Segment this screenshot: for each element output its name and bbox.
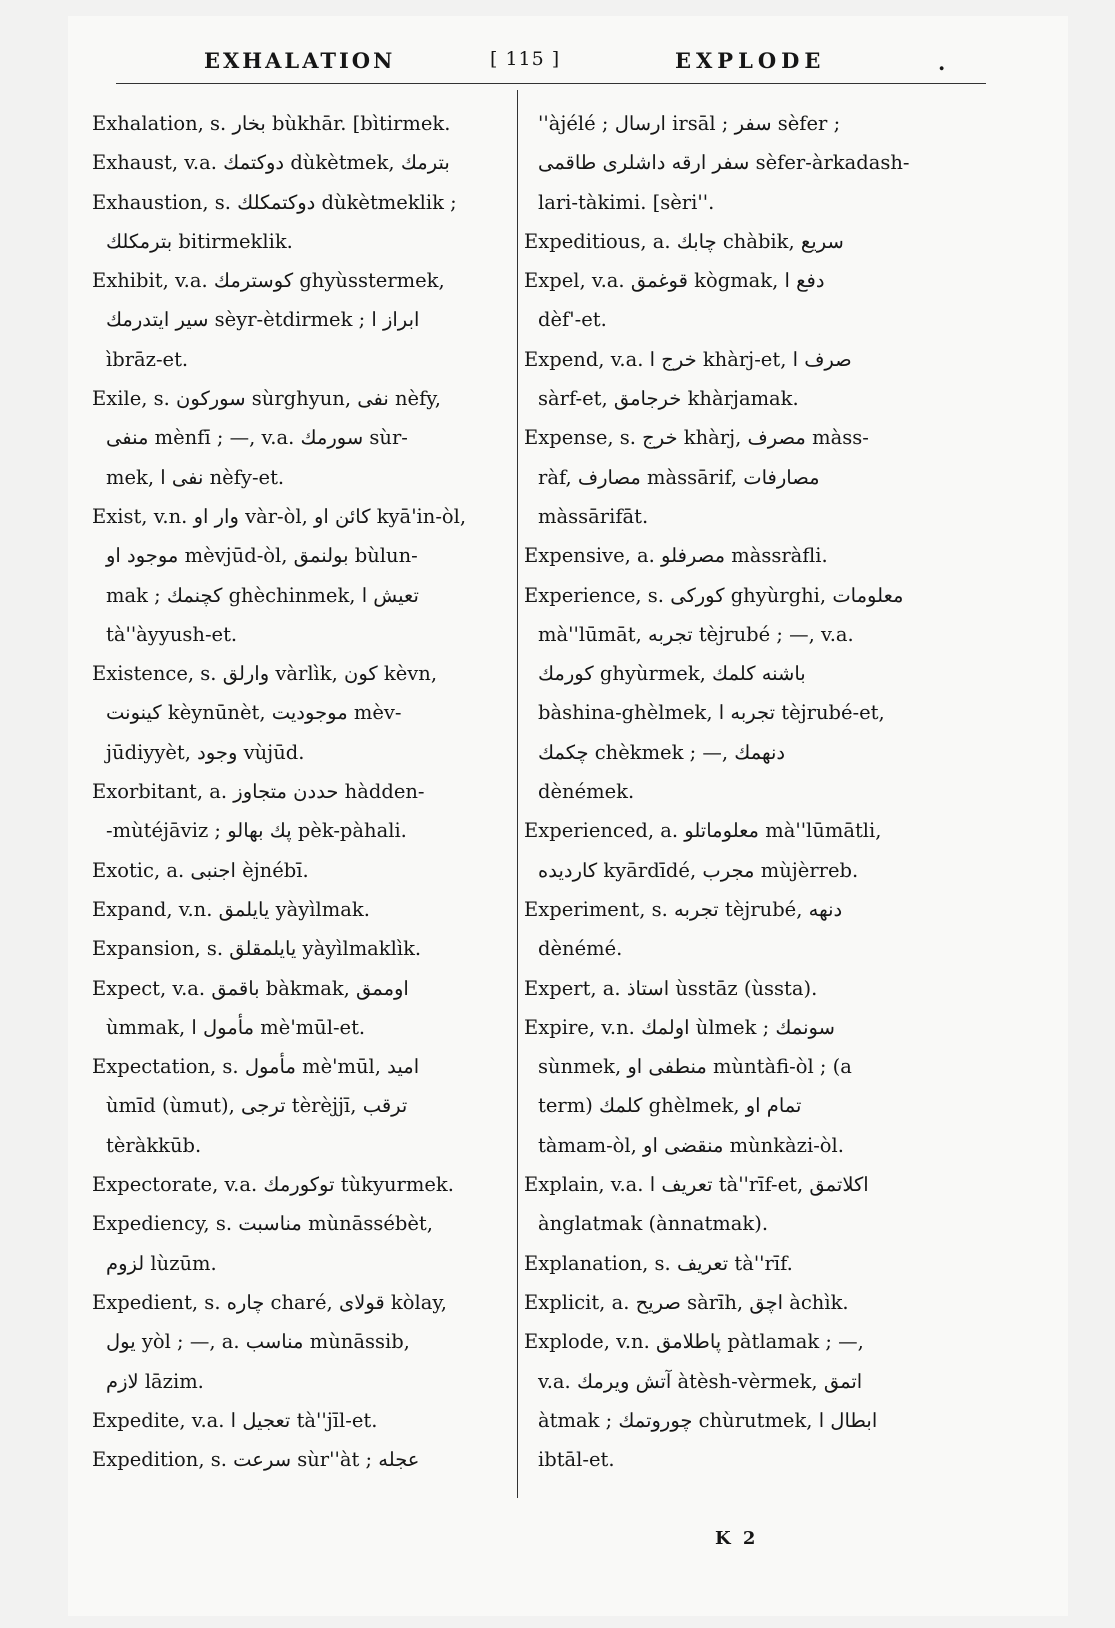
entry-line: Explain, v.a. تعريف ا tà''rīf-et, اكلاتمق	[524, 1173, 869, 1197]
entry-line: Expire, v.n. اولمك ùlmek ; سونمك	[524, 1015, 835, 1039]
entry-line: بترمكلك bitirmeklik.	[106, 229, 293, 253]
entry-line: Exile, s. سوركون sùrghyun, نفى nèfy,	[92, 387, 441, 411]
entry-line: Expel, v.a. قوغمق kògmak, دفع ا	[524, 269, 825, 293]
entry-line: كارديده kyārdīdé, مجرب mùjèrreb.	[538, 858, 859, 882]
entry-line: سفر ارقه داشلرى طاقمى sèfer-àrkadash-	[538, 151, 910, 175]
entry-line: منفى mènfī ; —, v.a. سورمك sùr-	[106, 426, 408, 450]
entry-line: لزوم lùzūm.	[106, 1251, 217, 1275]
entry-line: ùmīd (ùmut), ترجى tèrèjjī, ترقب	[106, 1094, 408, 1118]
entry-line: ràf, مصارف màssārif, مصارفات	[538, 465, 820, 489]
entry-line: Exhaust, v.a. دوكتمك dùkètmek, بترمك	[92, 151, 450, 175]
entry-line: Expectorate, v.a. توكورمك tùkyurmek.	[92, 1173, 454, 1197]
entry-line: چكمك chèkmek ; —, دنهمك	[538, 740, 786, 764]
entry-line: Expansion, s. يايلمقلق yàyìlmaklìk.	[92, 937, 422, 961]
entry-line: sàrf-et, خرجامق khàrjamak.	[538, 387, 799, 411]
entry-line: Existence, s. وارلق vàrlìk, كون kèvn,	[92, 662, 438, 686]
entry-line: ''àjélé ; ارسال irsāl ; سفر sèfer ;	[538, 112, 841, 135]
entry-line: Exhaustion, s. دوكتمكلك dùkètmeklik ;	[92, 190, 457, 214]
entry-line: tà''àyyush-et.	[106, 622, 238, 646]
entry-line: -mùtéjāviz ; پك بهالو pèk-pàhali.	[106, 819, 407, 843]
entry-line: Expectation, s. مأمول mè'mūl, اميد	[92, 1055, 420, 1079]
entry-line: màssārifāt.	[538, 504, 649, 528]
header-last-word: EXPLODE	[675, 48, 826, 73]
entry-line: tàmam-òl, منقضى او mùnkàzi-òl.	[538, 1133, 844, 1157]
entry-line: mek, نفى ا nèfy-et.	[106, 465, 285, 489]
entry-line: Explanation, s. تعريف tà''rīf.	[524, 1251, 793, 1275]
entry-line: Exist, v.n. وار او vàr-òl, كائن او kyā'in-òl,	[92, 504, 467, 528]
signature-mark: K 2	[715, 1528, 759, 1549]
entry-line: dènémé.	[538, 937, 623, 961]
entry-line: v.a. آتش ويرمك àtèsh-vèrmek, اتمق	[538, 1369, 863, 1393]
column-divider	[517, 90, 518, 1498]
entry-line: Experiment, s. تجربه tèjrubé, دنهه	[524, 897, 843, 921]
header-rule	[116, 83, 986, 84]
header-dot: .	[938, 50, 946, 75]
entry-line: Expeditious, a. چابك chàbik, سريع	[524, 229, 844, 253]
entry-line: ìbrāz-et.	[106, 347, 189, 371]
running-header	[130, 46, 990, 78]
entry-line: dèf'-et.	[538, 308, 607, 332]
entry-line: ànglatmak (ànnatmak).	[538, 1212, 769, 1236]
entry-line: lari-tàkimi. [sèri''.	[538, 190, 715, 214]
entry-line: Expediency, s. مناسبت mùnāssébèt,	[92, 1212, 433, 1236]
entry-line: يول yòl ; —, a. مناسب mùnāssib,	[106, 1330, 410, 1354]
entry-line: mà''lūmāt, تجربه tèjrubé ; —, v.a.	[538, 622, 854, 646]
entry-line: Expert, a. استاذ ùsstāz (ùssta).	[524, 976, 818, 1000]
entry-line: àtmak ; چوروتمك chùrutmek, ابطال ا	[538, 1408, 878, 1432]
entry-line: Exhibit, v.a. كوسترمك ghyùsstermek,	[92, 269, 445, 293]
entry-line: Expand, v.n. يايلمق yàyìlmak.	[92, 897, 370, 921]
entry-line: Expend, v.a. خرج ا khàrj-et, صرف ا	[524, 347, 852, 371]
right-column	[524, 104, 944, 1479]
entry-line: ùmmak, مأمول ا mè'mūl-et.	[106, 1015, 366, 1039]
entry-line: Experience, s. كوركى ghyùrghi, معلومات	[524, 583, 904, 607]
header-first-word: EXHALATION	[204, 48, 396, 73]
entry-line: Expedition, s. سرعت sùr''àt ; عجله	[92, 1448, 420, 1472]
entry-line: Expect, v.a. باقمق bàkmak, اوممق	[92, 976, 409, 1000]
entry-line: Explicit, a. صريح sàrīh, اچق àchìk.	[524, 1290, 849, 1314]
entry-line: Exhalation, s. بخار bùkhār. [bìtirmek.	[92, 112, 451, 135]
entry-line: mak ; كچنمك ghèchinmek, تعيش ا	[106, 583, 419, 607]
entry-line: سير ايتدرمك sèyr-ètdirmek ; ابراز ا	[106, 308, 420, 332]
entry-line: Exorbitant, a. حددن متجاوز hàdden-	[92, 780, 425, 804]
entry-line: موجود او mèvjūd-òl, بولنمق bùlun-	[106, 544, 418, 568]
entry-line: Explode, v.n. پاطلامق pàtlamak ; —,	[524, 1330, 864, 1354]
entry-line: Expensive, a. مصرفلو màssràfli.	[524, 544, 828, 568]
entry-line: Exotic, a. اجنبى èjnébī.	[92, 858, 309, 882]
entry-line: dènémek.	[538, 780, 635, 804]
page-number: [ 115 ]	[490, 48, 561, 70]
entry-line: لازم lāzim.	[106, 1369, 204, 1393]
entry-line: jūdiyyèt, وجود vùjūd.	[106, 740, 305, 764]
entry-line: ibtāl-et.	[538, 1448, 615, 1472]
entry-line: Expedite, v.a. تعجيل ا tà''jīl-et.	[92, 1408, 378, 1432]
entry-line: Expedient, s. چاره charé, قولاى kòlay,	[92, 1290, 447, 1314]
entry-line: كينونت kèynūnèt, موجوديت mèv-	[106, 701, 402, 725]
left-column	[92, 104, 506, 1479]
entry-line: tèràkkūb.	[106, 1133, 202, 1157]
entry-line: bàshina-ghèlmek, تجربه ا tèjrubé-et,	[538, 701, 885, 725]
entry-line: term) كلمك ghèlmek, تمام او	[538, 1094, 802, 1118]
entry-line: sùnmek, منطفى او mùntàfi-òl ; (a	[538, 1055, 852, 1079]
entry-line: Experienced, a. معلوماتلو mà''lūmātli,	[524, 819, 882, 843]
entry-line: كورمك ghyùrmek, باشنه كلمك	[538, 662, 806, 686]
entry-line: Expense, s. خرج khàrj, مصرف màss-	[524, 426, 869, 450]
